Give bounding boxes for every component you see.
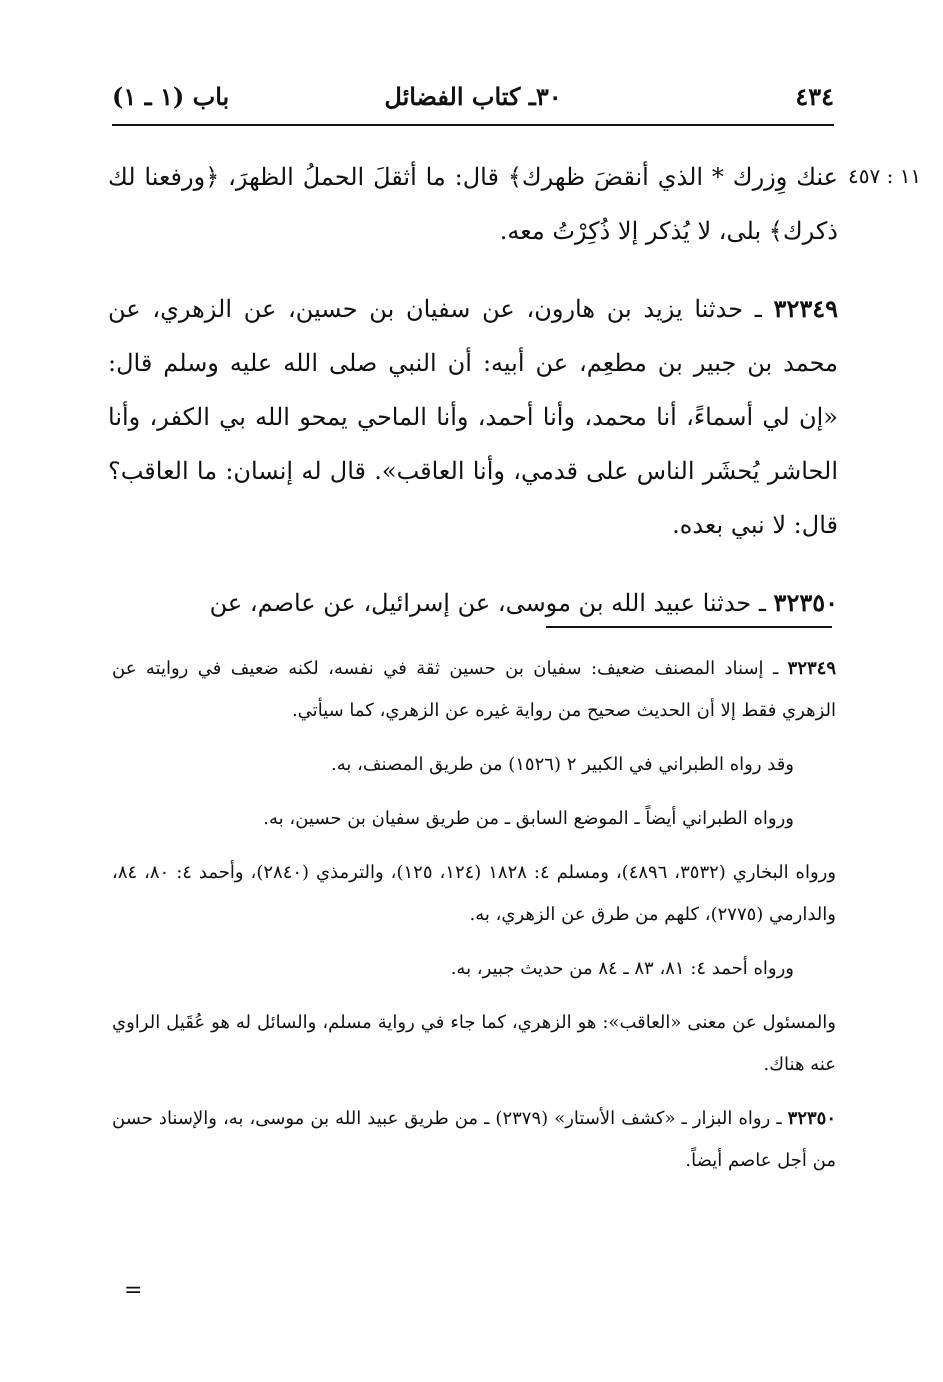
hadith-text: ـ حدثنا عبيد الله بن موسى، عن إسرائيل، عن عاصم، عن bbox=[209, 589, 774, 617]
book-title: ٣٠ـ كتاب الفضائل bbox=[384, 82, 562, 111]
footnotes bbox=[112, 648, 836, 1194]
hadith-text: ـ حدثنا يزيد بن هارون، عن سفيان بن حسين، عن الزهري، عن محمد بن جبير بن مطعِم، عن أبيه: أن النبي صلى الله عليه وسلم قال: «إن لي أسماءً، أنا محمد، وأنا أحمد، وأنا الماحي يمحو الله بي الكفر، وأنا الحاشر يُحشَر الناس على قدمي، وأنا العاقب». قال له إنسان: ما العاقب؟ قال: لا نبي بعده. bbox=[108, 295, 838, 539]
footnote-line: وقد رواه الطبراني في الكبير ٢ (١٥٢٦) من طريق المصنف، به. bbox=[330, 754, 794, 775]
hadith-number: ٣٢٣٥٠ bbox=[773, 588, 838, 617]
page-number: ٤٣٤ bbox=[795, 82, 834, 111]
hadith-number: ٣٢٣٤٩ bbox=[773, 294, 838, 323]
footnote-line: والمسئول عن معنى «العاقب»: هو الزهري، كما جاء في رواية مسلم، والسائل له هو عُقَيل الراوي عنه هناك. bbox=[112, 1012, 836, 1075]
footnote-line: ورواه البخاري (٣٥٣٢، ٤٨٩٦)، ومسلم ٤: ١٨٢٨ (١٢٤، ١٢٥)، والترمذي (٢٨٤٠)، وأحمد ٤: ٨٠، ٨٤، والدارمي (٢٧٧٥)، كلهم من طرق عن الزهري، به. bbox=[112, 862, 837, 925]
page-header bbox=[112, 78, 834, 126]
footnote-32350 bbox=[112, 1098, 836, 1182]
footnote-line: ورواه أحمد ٤: ٨١، ٨٣ ـ ٨٤ من حديث جبير، به. bbox=[450, 958, 794, 979]
footnote-32349 bbox=[112, 648, 836, 732]
footnote-text: ـ رواه البزار ـ «كشف الأستار» (٢٣٧٩) ـ من طريق عبيد الله بن موسى، به، والإسناد حسن من أجل عاصم أيضاً. bbox=[112, 1108, 836, 1171]
footnote-divider bbox=[546, 626, 832, 628]
main-text bbox=[108, 150, 838, 630]
footnote-number: ٣٢٣٥٠ bbox=[787, 1108, 836, 1129]
footnote-text: ـ إسناد المصنف ضعيف: سفيان بن حسين ثقة في نفسه، لكنه ضعيف في روايته عن الزهري فقط إلا أن الحديث صحيح من رواية غيره عن الزهري، كما سيأتي. bbox=[112, 658, 836, 721]
margin-reference: ١١ : ٤٥٧ bbox=[848, 164, 922, 188]
footnote-line: ورواه الطبراني أيضاً ـ الموضع السابق ـ من طريق سفيان بن حسين، به. bbox=[263, 808, 794, 829]
continuation-paragraph: عنك وِزرك * الذي أنقضَ ظهرك﴾ قال: ما أثقلَ الحملُ الظهرَ، ﴿ورفعنا لك ذكرك﴾ بلى، لا يُذكر إلا ذُكِرْتُ معه. bbox=[108, 163, 838, 245]
continuation-mark: = bbox=[124, 1278, 143, 1303]
hadith-32349 bbox=[108, 282, 838, 552]
chapter-label: باب (١ ـ ١) bbox=[112, 82, 230, 111]
hadith-32350 bbox=[108, 576, 838, 630]
footnote-number: ٣٢٣٤٩ bbox=[787, 658, 836, 679]
